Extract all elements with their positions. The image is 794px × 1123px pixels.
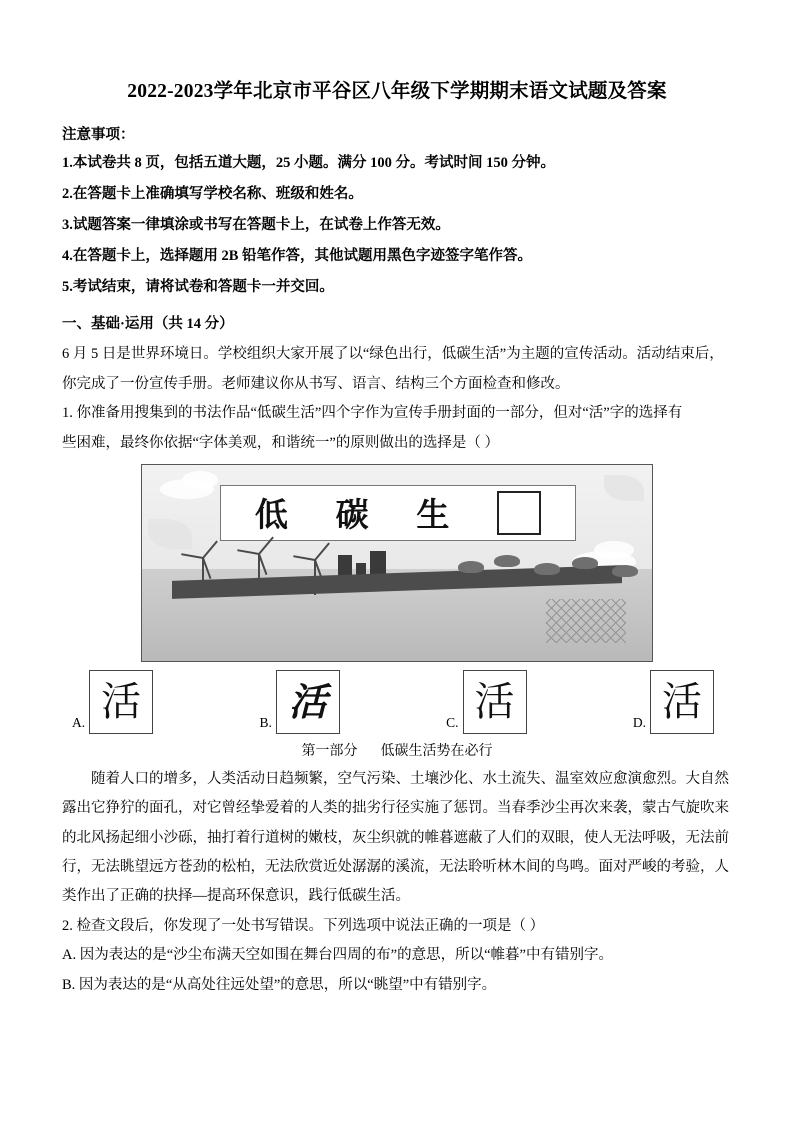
option-c[interactable] [446,670,526,734]
banner-char-3: 生 [416,495,450,535]
part-title [62,740,732,760]
calligraphy-options [72,670,714,734]
intro-line-1: 6 月 5 日是世界环境日。学校组织大家开展了以“绿色出行，低碳生活”为主题的宣传活动。活动结束后， [62,346,724,363]
cloud-icon [182,471,218,489]
option-c-glyph: 活 [463,670,527,734]
passage-line-4: 行，无法眺望远方苍劲的松柏，无法欣赏近处潺潺的溪流，无法聆听林木间的鸟鸣。面对严峻的考验，人 [62,859,729,875]
leaf-icon [148,519,192,549]
question-1-line-2: 些困难，最终你依据“字体美观，和谐统一”的原则做出的选择是（ ） [62,434,499,451]
question-1-line-1 [62,400,732,426]
option-a[interactable] [72,670,153,734]
cloud-icon [594,541,634,559]
section-heading-one: 一、基础·运用（共 14 分） [62,316,234,333]
page-title: 2022-2023学年北京市平谷区八年级下学期期末语文试题及答案 [127,81,667,102]
banner-char-2: 碳 [335,495,369,535]
question-2-choice-a[interactable]: A. 因为表达的是“沙尘布满天空如围在舞台四周的布”的意思，所以“帷暮”中有错别字。 [62,947,613,964]
figure-container [62,464,732,662]
question-2-choice-b[interactable]: B. 因为表达的是“从高处往远处望”的意思，所以“眺望”中有错别字。 [62,976,497,993]
option-b-glyph: 活 [276,670,340,734]
notice-heading: 注意事项： [62,127,135,144]
blank-character-box [497,491,541,535]
notice-item-5: 5.考试结束，请将试卷和答题卡一并交回。 [62,279,334,296]
passage-line-2: 露出它狰狞的面孔，对它曾经挚爱着的人类的拙劣行径实施了惩罚。当春季沙尘再次来袭，蒙古气旋吹来 [62,800,729,817]
part-title-left: 第一部分 [301,743,358,759]
question-2-number: 2. [62,917,73,934]
calligraphy-banner [220,485,576,541]
option-a-glyph: 活 [89,670,153,734]
notice-item-4: 4.在答题卡上，选择题用 2B 铅笔作答，其他试题用黑色字迹签字笔作答。 [62,248,533,265]
passage-line-1: 随着人口的增多，人类活动日趋频繁，空气污染、土壤沙化、水土流失、温室效应愈演愈烈。大自然 [91,770,729,787]
question-2-stem: 检查文段后，你发现了一处书写错误。下列选项中说法正确的一项是（ ） [76,917,545,934]
leaf-icon [604,475,644,501]
notice-item-1: 1.本试卷共 8 页，包括五道大题，25 小题。满分 100 分。考试时间 150 分钟。 [62,155,555,172]
notice-item-2: 2.在答题卡上准确填写学校名称、班级和姓名。 [62,186,363,203]
tree-icon [572,557,598,569]
tree-icon [494,555,520,567]
option-d-glyph: 活 [650,670,714,734]
passage-line-3: 的北风扬起细小沙砾，抽打着行道树的嫩枝，灰尘织就的帷暮遮蔽了人们的双眼，使人无法呼吸，无法前 [62,829,729,846]
option-b-label: B. [259,714,272,730]
option-d-label: D. [632,714,646,730]
tree-icon [458,561,484,573]
question-2 [62,913,732,939]
poster-illustration [141,464,653,662]
tree-icon [612,565,638,577]
intro-line-2: 你完成了一份宣传手册。老师建议你从书写、语言、结构三个方面检查和修改。 [62,375,570,392]
option-d[interactable] [633,670,714,734]
option-a-label: A. [72,714,86,730]
tree-icon [534,563,560,575]
question-1-number: 1. [62,405,73,422]
notice-item-3: 3.试题答案一律填涂或书写在答题卡上，在试卷上作答无效。 [62,217,450,234]
passage-line-5: 类作出了正确的抉择—提高环保意识，践行低碳生活。 [62,888,410,905]
option-b[interactable] [259,670,339,734]
part-title-right: 低碳生活势在必行 [380,743,493,759]
option-c-label: C. [446,714,459,730]
question-1-stem: 你准备用搜集到的书法作品“低碳生活”四个字作为宣传手册封面的一部分，但对“活”字的选择有 [76,405,683,422]
banner-char-1: 低 [254,495,288,535]
hatched-texture [546,599,626,643]
